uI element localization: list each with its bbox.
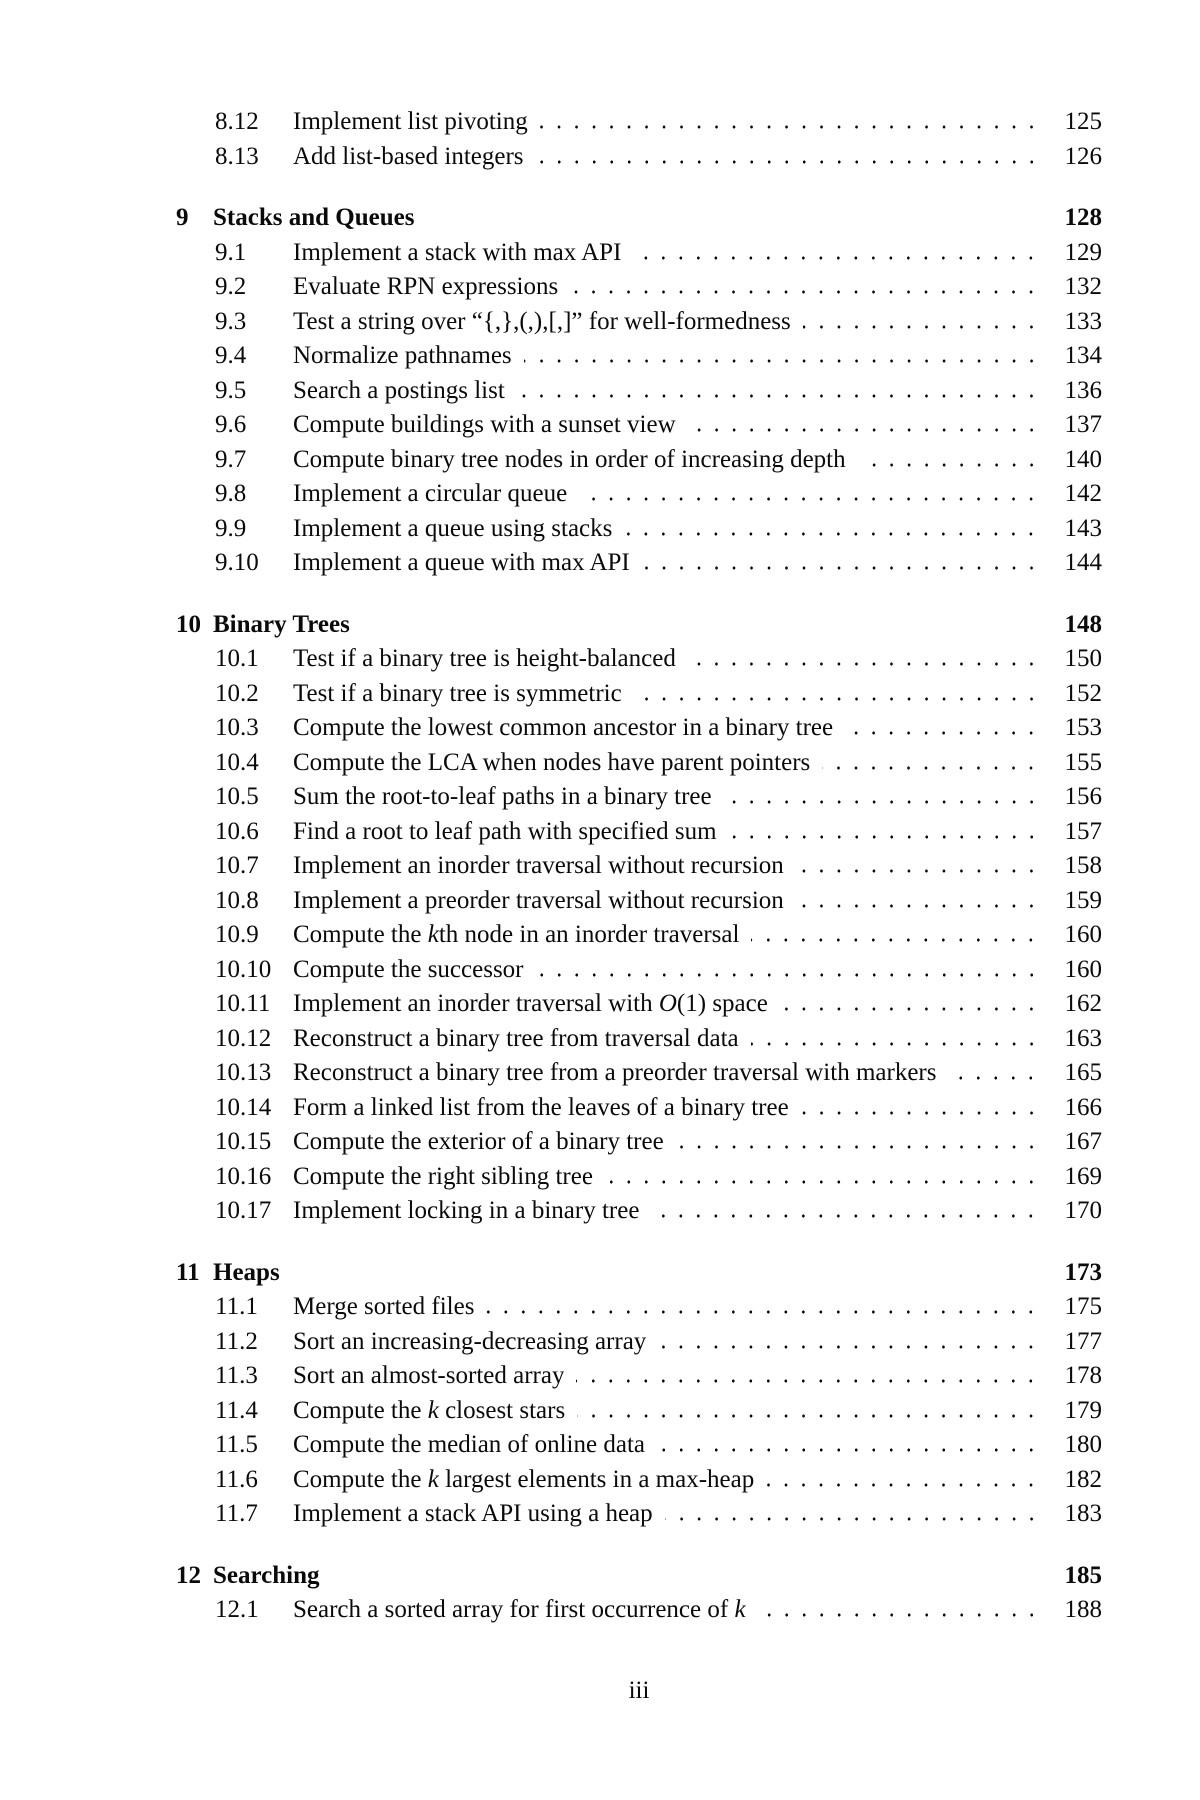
dot-leader	[524, 359, 1040, 363]
entry-page-number: 177	[1064, 1327, 1102, 1355]
dot-leader	[801, 1111, 1040, 1115]
entry-page-number: 162	[1064, 990, 1102, 1017]
dot-leader	[751, 1042, 1040, 1046]
entry-title	[293, 815, 717, 850]
entry-number: 10.1	[215, 645, 259, 672]
toc-chapter-row[interactable]	[176, 1559, 1102, 1594]
entry-page-number: 134	[1064, 342, 1102, 369]
title-segment: closest stars	[438, 1396, 566, 1424]
entry-number: 10.2	[215, 679, 259, 707]
dot-leader	[845, 731, 1040, 735]
title-segment: largest elements in a max-heap	[438, 1465, 755, 1493]
toc-item-row[interactable]	[176, 953, 1102, 988]
dot-leader	[803, 325, 1040, 329]
title-italic-segment: k	[734, 1596, 746, 1623]
entry-page-number: 126	[1064, 142, 1102, 170]
dot-leader	[796, 869, 1040, 873]
title-segment: Compute the median of online data	[293, 1431, 645, 1458]
entry-title	[293, 642, 676, 677]
entry-number: 10.15	[215, 1128, 272, 1155]
title-segment: Implement a queue with max API	[293, 549, 630, 576]
title-italic-segment: k	[427, 1465, 439, 1493]
entry-page-number: 137	[1064, 411, 1102, 438]
entry-page-number: 152	[1064, 679, 1102, 707]
entry-number: 12	[176, 1561, 201, 1589]
dot-leader	[517, 394, 1040, 398]
entry-title	[293, 1290, 474, 1325]
dot-leader	[540, 125, 1040, 129]
dot-leader	[822, 766, 1040, 770]
entry-number: 10.16	[215, 1162, 272, 1190]
entry-number: 9.7	[215, 445, 247, 473]
toc-chapter-row[interactable]	[176, 1256, 1102, 1291]
toc-item-row[interactable]	[176, 1290, 1102, 1325]
title-italic-segment: k	[427, 921, 439, 948]
entry-title	[293, 443, 846, 478]
entry-title	[293, 1593, 746, 1628]
entry-number: 10.8	[215, 886, 259, 914]
toc-item-row[interactable]	[176, 780, 1102, 815]
folio-page-number: iii	[628, 1677, 650, 1704]
entry-title	[293, 1359, 564, 1394]
title-segment: Test if a binary tree is height-balanced	[293, 645, 676, 672]
dot-leader	[536, 160, 1040, 164]
title-segment: Implement a stack API using a heap	[293, 1500, 653, 1527]
entry-page-number: 125	[1064, 108, 1102, 135]
entry-number: 9.6	[215, 411, 247, 438]
toc-item-row[interactable]	[176, 815, 1102, 850]
entry-number: 11	[176, 1258, 200, 1286]
title-segment: Compute the exterior of a binary tree	[293, 1128, 664, 1155]
entry-title	[293, 746, 810, 781]
entry-number: 9.3	[215, 307, 247, 335]
dot-leader	[634, 697, 1040, 701]
entry-title	[293, 987, 768, 1022]
title-segment: Search a sorted array for first occurrence of	[293, 1596, 735, 1623]
entry-number: 10.6	[215, 817, 259, 845]
toc-item-row[interactable]	[176, 443, 1102, 478]
entry-title	[213, 608, 350, 643]
entry-page-number: 166	[1064, 1093, 1102, 1121]
entry-number: 9.9	[215, 514, 247, 542]
toc-item-row[interactable]	[176, 918, 1102, 953]
entry-page-number: 155	[1064, 748, 1102, 776]
toc-item-row[interactable]	[176, 1091, 1102, 1126]
dot-leader	[570, 290, 1040, 294]
toc-item-row[interactable]	[176, 270, 1102, 305]
entry-title	[293, 270, 558, 305]
entry-number: 11.2	[215, 1327, 258, 1355]
dot-leader	[665, 1517, 1040, 1521]
entry-number: 9	[176, 204, 189, 231]
title-segment: Implement locking in a binary tree	[293, 1197, 640, 1224]
dot-leader	[577, 1414, 1040, 1418]
dot-leader	[948, 1076, 1040, 1080]
entry-page-number: 160	[1064, 921, 1102, 948]
entry-page-number: 158	[1064, 852, 1102, 879]
entry-number: 9.2	[215, 273, 247, 300]
entry-number: 10.13	[215, 1059, 272, 1086]
entry-page-number: 153	[1064, 714, 1102, 741]
title-segment: Implement a stack with max API	[293, 238, 622, 266]
title-segment: Heaps	[213, 1258, 280, 1286]
entry-title	[293, 546, 630, 581]
entry-number: 10.12	[215, 1024, 272, 1052]
entry-title	[293, 140, 524, 175]
title-segment: Find a root to leaf path with specified sum	[293, 817, 717, 845]
toc-item-row[interactable]	[176, 305, 1102, 340]
entry-title	[293, 236, 621, 271]
dot-leader	[658, 1345, 1040, 1349]
toc-item-row[interactable]	[176, 408, 1102, 443]
title-segment: Merge sorted files	[293, 1293, 475, 1320]
entry-page-number: 144	[1064, 549, 1102, 576]
page-footer	[176, 1676, 1102, 1706]
title-segment: Test a string over “{,},(,),[,]” for well-formedness	[293, 307, 791, 335]
entry-page-number: 178	[1064, 1362, 1102, 1389]
entry-title	[293, 1463, 754, 1498]
title-segment: Compute binary tree nodes in order of increasing depth	[293, 445, 846, 473]
entry-title	[293, 1056, 936, 1091]
title-segment: Compute buildings with a sunset view	[293, 411, 676, 438]
toc-item-row[interactable]	[176, 1022, 1102, 1057]
dot-leader	[688, 428, 1040, 432]
entry-title	[293, 374, 505, 409]
title-segment: Compute the successor	[293, 955, 524, 983]
entry-number: 10.17	[215, 1197, 272, 1224]
dot-leader	[605, 1180, 1040, 1184]
dot-leader	[751, 938, 1040, 942]
toc-item-row[interactable]	[176, 140, 1102, 175]
title-segment: Stacks and Queues	[213, 204, 415, 231]
toc-item-row[interactable]	[176, 374, 1102, 409]
entry-title	[293, 1394, 565, 1429]
entry-page-number: 140	[1064, 445, 1102, 473]
title-segment: Sort an increasing-decreasing array	[293, 1327, 647, 1355]
title-segment: Implement a preorder traversal without recursion	[293, 886, 784, 914]
dot-leader	[766, 1483, 1040, 1487]
toc-chapter-row[interactable]	[176, 608, 1102, 643]
toc-item-row[interactable]	[176, 1194, 1102, 1229]
entry-title	[293, 1194, 639, 1229]
title-segment: Compute the right sibling tree	[293, 1162, 593, 1190]
dot-leader	[657, 1448, 1040, 1452]
entry-number: 9.5	[215, 376, 247, 404]
title-segment: Implement an inorder traversal with	[293, 990, 659, 1017]
dot-leader	[858, 463, 1040, 467]
dot-leader	[729, 835, 1040, 839]
title-segment: Implement an inorder traversal without recursion	[293, 852, 784, 879]
toc-item-row[interactable]	[176, 1428, 1102, 1463]
toc-item-row[interactable]	[176, 512, 1102, 547]
entry-number: 10	[176, 610, 201, 638]
entry-title	[293, 512, 612, 547]
entry-title	[293, 1160, 593, 1195]
title-segment: th node in an inorder traversal	[438, 921, 740, 948]
entry-title	[293, 1091, 789, 1126]
entry-title	[293, 339, 512, 374]
toc-item-row[interactable]	[176, 1593, 1102, 1628]
entry-page-number: 179	[1064, 1396, 1102, 1424]
entry-number: 11.6	[215, 1465, 258, 1493]
entry-page-number: 150	[1064, 645, 1102, 672]
dot-leader	[676, 1145, 1040, 1149]
entry-page-number: 148	[1064, 610, 1102, 638]
title-italic-segment: k	[427, 1396, 439, 1424]
title-segment: Implement a queue using stacks	[293, 514, 613, 542]
entry-page-number: 175	[1064, 1293, 1102, 1320]
dot-leader	[642, 566, 1040, 570]
toc-item-row[interactable]	[176, 1359, 1102, 1394]
title-segment: Compute the	[293, 921, 428, 948]
dot-leader	[651, 1214, 1040, 1218]
title-segment: Binary Trees	[213, 610, 350, 638]
entry-title	[293, 477, 567, 512]
dot-leader	[292, 1276, 1040, 1280]
title-segment: Normalize pathnames	[293, 342, 512, 369]
dot-leader	[796, 904, 1040, 908]
entry-number: 10.9	[215, 921, 259, 948]
entry-page-number: 143	[1064, 514, 1102, 542]
entry-title	[293, 884, 784, 919]
entry-page-number: 183	[1064, 1500, 1102, 1527]
title-segment: Compute the	[293, 1465, 428, 1493]
entry-page-number: 170	[1064, 1197, 1102, 1224]
entry-number: 10.5	[215, 783, 259, 810]
entry-title	[293, 408, 676, 443]
title-segment: Reconstruct a binary tree from a preorder traversal with markers	[293, 1059, 937, 1086]
title-italic-segment: O	[658, 990, 677, 1017]
dot-leader	[624, 532, 1040, 536]
toc-item-row[interactable]	[176, 1497, 1102, 1532]
toc-item-row[interactable]	[176, 1056, 1102, 1091]
dot-leader	[536, 973, 1040, 977]
toc-item-row[interactable]	[176, 477, 1102, 512]
entry-page-number: 163	[1064, 1024, 1102, 1052]
toc-item-row[interactable]	[176, 236, 1102, 271]
dot-leader	[576, 1379, 1040, 1383]
toc-item-row[interactable]	[176, 1325, 1102, 1360]
title-segment: Searching	[213, 1561, 320, 1589]
entry-page-number: 133	[1064, 307, 1102, 335]
entry-number: 9.8	[215, 480, 247, 507]
entry-page-number: 132	[1064, 273, 1102, 300]
entry-page-number: 185	[1064, 1561, 1102, 1589]
toc-item-row[interactable]	[176, 1160, 1102, 1195]
entry-page-number: 129	[1064, 238, 1102, 266]
toc-chapter-row[interactable]	[176, 201, 1102, 236]
toc-item-row[interactable]	[176, 746, 1102, 781]
entry-number: 10.7	[215, 852, 259, 879]
entry-number: 12.1	[215, 1596, 259, 1623]
title-segment: Sum the root-to-leaf paths in a binary tree	[293, 783, 712, 810]
toc-item-row[interactable]	[176, 987, 1102, 1022]
entry-page-number: 180	[1064, 1431, 1102, 1458]
toc-item-row[interactable]	[176, 711, 1102, 746]
entry-page-number: 169	[1064, 1162, 1102, 1190]
entry-page-number: 165	[1064, 1059, 1102, 1086]
entry-title	[293, 105, 528, 140]
title-segment: Compute the LCA when nodes have parent pointers	[293, 748, 811, 776]
toc-item-row[interactable]	[176, 1394, 1102, 1429]
dot-leader	[426, 221, 1040, 225]
title-segment: Add list-based integers	[293, 142, 524, 170]
toc-item-row[interactable]	[176, 546, 1102, 581]
entry-title	[293, 711, 833, 746]
entry-title	[293, 305, 791, 340]
entry-title	[293, 1497, 653, 1532]
toc-item-row[interactable]	[176, 884, 1102, 919]
entry-title	[293, 1125, 664, 1160]
entry-page-number: 167	[1064, 1128, 1102, 1155]
entry-title	[293, 849, 784, 884]
entry-number: 10.11	[215, 990, 271, 1017]
entry-number: 11.3	[215, 1362, 258, 1389]
entry-page-number: 156	[1064, 783, 1102, 810]
entry-title	[293, 677, 622, 712]
entry-page-number: 128	[1064, 204, 1102, 231]
title-segment: Sort an almost-sorted array	[293, 1362, 565, 1389]
entry-number: 9.4	[215, 342, 247, 369]
entry-page-number: 159	[1064, 886, 1102, 914]
dot-leader	[486, 1310, 1040, 1314]
entry-number: 11.5	[215, 1431, 258, 1458]
title-segment: Search a postings list	[293, 376, 505, 404]
title-segment: Form a linked list from the leaves of a binary tree	[293, 1093, 789, 1121]
entry-title	[293, 1022, 739, 1057]
entry-number: 11.1	[215, 1293, 258, 1320]
title-segment: Implement list pivoting	[293, 108, 528, 135]
title-segment: (1) space	[676, 990, 768, 1017]
toc-item-row[interactable]	[176, 642, 1102, 677]
entry-number: 10.4	[215, 748, 259, 776]
toc-item-row[interactable]	[176, 849, 1102, 884]
entry-page-number: 142	[1064, 480, 1102, 507]
dot-leader	[780, 1007, 1040, 1011]
entry-number: 10.3	[215, 714, 259, 741]
dot-leader	[688, 662, 1040, 666]
dot-leader	[633, 256, 1040, 260]
entry-title	[293, 918, 739, 953]
title-segment: Evaluate RPN expressions	[293, 273, 559, 300]
entry-page-number: 173	[1064, 1258, 1102, 1286]
toc-item-row[interactable]	[176, 1463, 1102, 1498]
entry-number: 10.14	[215, 1093, 272, 1121]
toc-item-row[interactable]	[176, 677, 1102, 712]
entry-title	[293, 1325, 646, 1360]
entry-title	[293, 780, 712, 815]
entry-number: 8.13	[215, 142, 259, 170]
table-of-contents	[176, 105, 1102, 1628]
entry-title	[213, 201, 414, 236]
entry-title	[213, 1256, 280, 1291]
entry-page-number: 157	[1064, 817, 1102, 845]
entry-title	[293, 1428, 645, 1463]
dot-leader	[362, 628, 1040, 632]
entry-page-number: 136	[1064, 376, 1102, 404]
dot-leader	[758, 1613, 1040, 1617]
entry-page-number: 160	[1064, 955, 1102, 983]
title-segment: Reconstruct a binary tree from traversal data	[293, 1024, 739, 1052]
entry-number: 11.4	[215, 1396, 258, 1424]
dot-leader	[579, 497, 1040, 501]
entry-page-number: 182	[1064, 1465, 1102, 1493]
toc-item-row[interactable]	[176, 105, 1102, 140]
entry-page-number: 188	[1064, 1596, 1102, 1623]
entry-title	[293, 953, 524, 988]
dot-leader	[724, 800, 1040, 804]
toc-item-row[interactable]	[176, 339, 1102, 374]
title-segment: Test if a binary tree is symmetric	[293, 679, 622, 707]
dot-leader	[332, 1579, 1041, 1583]
entry-number: 9.10	[215, 549, 259, 576]
entry-number: 9.1	[215, 238, 247, 266]
title-segment: Compute the lowest common ancestor in a binary tree	[293, 714, 834, 741]
entry-number: 10.10	[215, 955, 272, 983]
title-segment: Implement a circular queue	[293, 480, 568, 507]
toc-item-row[interactable]	[176, 1125, 1102, 1160]
entry-number: 8.12	[215, 108, 259, 135]
entry-number: 11.7	[215, 1500, 258, 1527]
title-segment: Compute the	[293, 1396, 428, 1424]
entry-title	[213, 1559, 320, 1594]
